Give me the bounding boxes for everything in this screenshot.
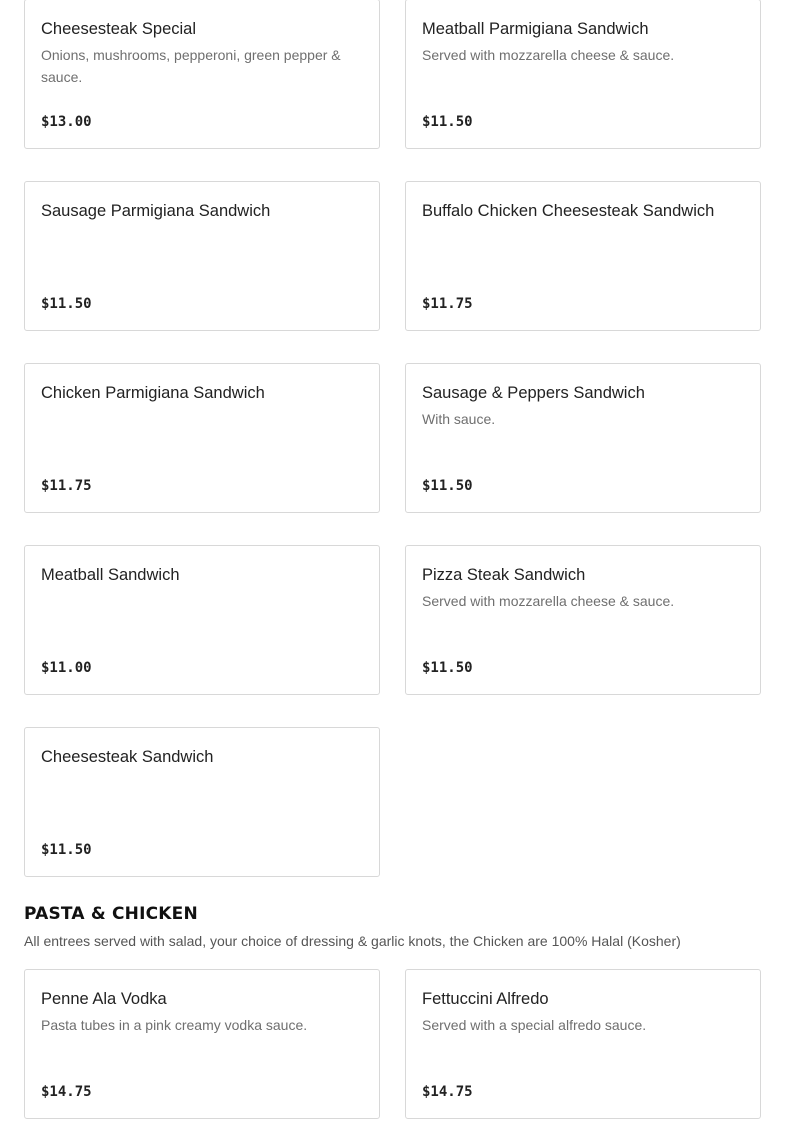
item-name: Sausage & Peppers Sandwich bbox=[422, 384, 645, 402]
item-name: Cheesesteak Sandwich bbox=[41, 748, 214, 766]
item-name: Cheesesteak Special bbox=[41, 20, 197, 38]
item-description: With sauce. bbox=[422, 411, 496, 427]
item-price: $11.50 bbox=[422, 660, 473, 676]
item-price: $13.00 bbox=[41, 114, 92, 130]
item-name: Penne Ala Vodka bbox=[41, 990, 167, 1008]
item-price: $11.75 bbox=[422, 296, 473, 312]
item-description: Pasta tubes in a pink creamy vodka sauce. bbox=[41, 1017, 308, 1033]
menu-item-card[interactable] bbox=[405, 181, 761, 331]
item-price: $14.75 bbox=[41, 1084, 92, 1100]
item-name: Chicken Parmigiana Sandwich bbox=[41, 384, 265, 402]
menu-item-card[interactable] bbox=[24, 969, 380, 1119]
menu-item-card[interactable] bbox=[24, 181, 380, 331]
sandwich-grid bbox=[24, 0, 761, 877]
item-description: Served with mozzarella cheese & sauce. bbox=[422, 47, 675, 63]
menu-page bbox=[24, 0, 761, 1119]
menu-item-card[interactable] bbox=[24, 0, 380, 149]
item-price: $11.50 bbox=[422, 114, 473, 130]
item-name: Buffalo Chicken Cheesesteak Sandwich bbox=[422, 202, 715, 220]
section-subtitle: All entrees served with salad, your choice of dressing & garlic knots, the Chicken are 100% Halal (Kosher) bbox=[24, 933, 681, 949]
item-name: Meatball Sandwich bbox=[41, 566, 180, 584]
item-name: Sausage Parmigiana Sandwich bbox=[41, 202, 271, 220]
item-name: Meatball Parmigiana Sandwich bbox=[422, 20, 649, 38]
menu-item-card[interactable] bbox=[405, 545, 761, 695]
menu-item-card[interactable] bbox=[405, 0, 761, 149]
menu-item-card[interactable] bbox=[405, 969, 761, 1119]
menu-item-card[interactable] bbox=[24, 545, 380, 695]
item-price: $11.50 bbox=[422, 478, 473, 494]
item-price: $14.75 bbox=[422, 1084, 473, 1100]
menu-item-card[interactable] bbox=[24, 727, 380, 877]
menu-item-card[interactable] bbox=[24, 363, 380, 513]
item-price: $11.75 bbox=[41, 478, 92, 494]
item-description: Served with a special alfredo sauce. bbox=[422, 1017, 647, 1033]
pasta-grid bbox=[24, 969, 761, 1119]
menu-item-card[interactable] bbox=[405, 363, 761, 513]
item-name: Pizza Steak Sandwich bbox=[422, 566, 586, 584]
item-price: $11.50 bbox=[41, 296, 92, 312]
section-title: PASTA & CHICKEN bbox=[24, 904, 198, 924]
item-description: Onions, mushrooms, pepperoni, green pepper & sauce. bbox=[41, 47, 341, 85]
item-description: Served with mozzarella cheese & sauce. bbox=[422, 593, 675, 609]
item-price: $11.50 bbox=[41, 842, 92, 858]
item-price: $11.00 bbox=[41, 660, 92, 676]
item-name: Fettuccini Alfredo bbox=[422, 990, 549, 1008]
